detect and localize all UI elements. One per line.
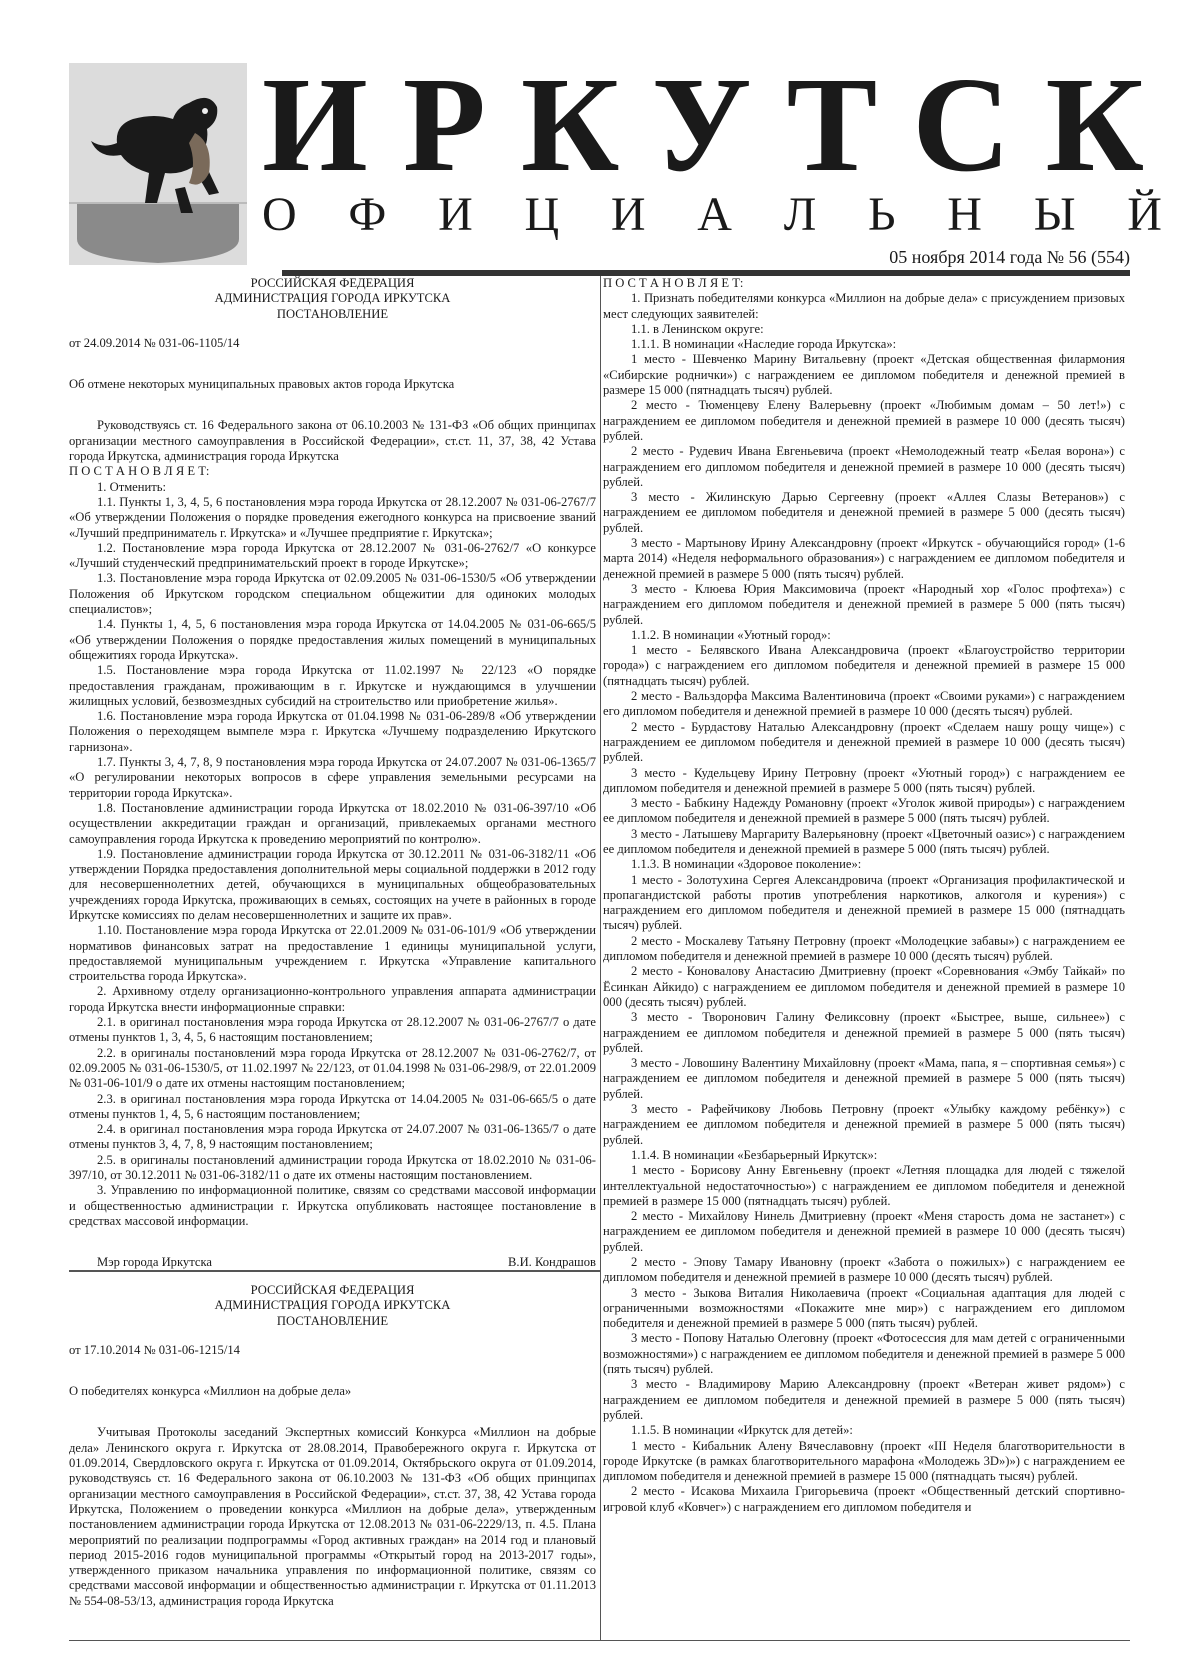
- subtitle-letter: О: [262, 188, 297, 241]
- right-paragraph: 3 место - Ловошину Валентину Михайловну (проект «Мама, папа, я – спортивная семья») с награждением ее дипломом победителя и денежной премией в размере 5 000 (пять тысяч) рублей.: [603, 1056, 1125, 1101]
- right-paragraph: 3 место - Бабкину Надежду Романовну (проект «Уголок живой природы») с награждением ее дипломом победителя и денежной премией в размере 5 000 (пять тысяч) рублей.: [603, 796, 1125, 826]
- subtitle-letter: Н: [947, 188, 982, 241]
- right-paragraph: 3 место - Латышеву Маргариту Валерьяновну (проект «Цветочный оазис») с награждением ее дипломом победителя и денежной премией в размере 5 000 (пять тысяч) рублей.: [603, 826, 1125, 856]
- doc1-paragraph: 2.4. в оригинал постановления мэра города Иркутска от 24.07.2007 № 031-06-1365/7 о дате отмены пунктов 3, 4, 7, 8, 9 настоящим постановлением;: [69, 1122, 596, 1152]
- doc1-header-line: АДМИНИСТРАЦИЯ ГОРОДА ИРКУТСКА: [214, 291, 451, 306]
- right-paragraph: 1.1.2. В номинации «Уютный город»:: [631, 627, 831, 642]
- right-paragraph: 2 место - Вальздорфа Максима Валентиновича (проект «Своими руками») с награждением его дипломом победителя и денежной премией в размере 10 000 (десять тысяч) рублей.: [603, 689, 1125, 719]
- right-paragraph: 1.1.3. В номинации «Здоровое поколение»:: [631, 857, 862, 872]
- right-column: [603, 276, 1125, 1515]
- masthead-subtitle: [262, 190, 1162, 240]
- right-paragraph: 2 место - Михайлову Нинель Дмитриевну (проект «Меня старость дома не застанет») с награждением ее дипломом победителя и денежной премией в размере 10 000 (десять тысяч) рублей.: [603, 1209, 1125, 1254]
- doc2-subject: О победителях конкурса «Миллион на добрые дела»: [69, 1384, 352, 1399]
- doc2-preamble: Учитывая Протоколы заседаний Экспертных комиссий Конкурса «Миллион на добрые дела» Ленинского округа г. Иркутска от 28.08.2014, Правобережного округа г. Иркутска от 01.09.2014, Свердловского округа г. Иркутска от 01.09.2014, Октябрьского округа от 01.09.2014, руководствуясь ст. 16 Федерального закона от 06.10.2003 № 131-ФЗ «Об общих принципах организации местного самоуправления в Российской Федерации», ст.ст. 37, 38, 42 Устава города Иркутска, Положением о проведении конкурса «Миллион на добрые дела», утвержденным постановлением администрации города Иркутска от 12.08.2013 № 031-06-2229/13, п. 4.5. Плана мероприятий по реализации подпрограммы «Город активных граждан» на 2014 год и плановый период 2015-2016 годов муниципальной программы «Открытый город на 2013-2017 годы», утвержденного приказом начальника управления по информационной политике, связям со средствами массовой информации и общественностью администрации г. Иркутска от 01.11.2013 № 554-08-53/13, администрация города Иркутска: [69, 1425, 596, 1608]
- doc1-resolves: П О С Т А Н О В Л Я Е Т:: [69, 464, 210, 479]
- doc2-header-line: ПОСТАНОВЛЕНИЕ: [276, 1313, 389, 1328]
- masthead-title: ИРКУТСК: [262, 50, 1180, 200]
- doc2-header-line: АДМИНИСТРАЦИЯ ГОРОДА ИРКУТСКА: [214, 1298, 451, 1313]
- doc1-paragraph: 3. Управлению по информационной политике, связям со средствами массовой информации и общественностью администрации г. Иркутска опубликовать настоящее постановление в средствах массовой информации.: [69, 1183, 596, 1228]
- right-paragraph: 1.1. в Ленинском округе:: [631, 321, 764, 336]
- doc1-paragraph: 1.5. Постановление мэра города Иркутска от 11.02.1997 № 22/123 «О порядке предоставления гражданам, проживающим в г. Иркутске и нуждающимся в улучшении жилищных условий, безвозмездных субсидий на строительство или приобретение жилья».: [69, 663, 596, 708]
- right-paragraph: 2 место - Москалеву Татьяну Петровну (проект «Молодецкие забавы») с награждением ее дипломом победителя и денежной премией в размере 10 000 (десять тысяч) рублей.: [603, 933, 1125, 964]
- subtitle-letter: Ы: [1033, 188, 1076, 241]
- right-body: [603, 291, 1125, 1515]
- signature-title: Мэр города Иркутска: [97, 1255, 212, 1270]
- subtitle-letter: Ф: [348, 188, 387, 241]
- doc1-body: [69, 480, 596, 1230]
- signature-name: В.И. Кондрашов: [508, 1255, 596, 1270]
- doc1-paragraph: 1. Отменить:: [97, 479, 166, 494]
- right-paragraph: 1.1.5. В номинации «Иркутск для детей»:: [631, 1423, 853, 1438]
- doc1-paragraph: 2.3. в оригинал постановления мэра города Иркутска от 14.04.2005 № 031-06-665/5 о дате отмены пунктов 1, 4, 5, 6 настоящим постановлением;: [69, 1091, 596, 1121]
- right-resolves: П О С Т А Н О В Л Я Е Т:: [603, 276, 744, 290]
- right-paragraph: 1. Признать победителями конкурса «Миллион на добрые дела» с присуждением призовых мест следующих заявителей:: [603, 291, 1125, 321]
- doc1-paragraph: 1.2. Постановление мэра города Иркутска от 28.12.2007 № 031-06-2762/7 «О конкурсе «Лучший студенческий предпринимательский проект в городе Иркутске»;: [69, 540, 596, 571]
- page-bottom-rule: [69, 1640, 1130, 1641]
- right-paragraph: 3 место - Рафейчикову Любовь Петровну (проект «Улыбку каждому ребёнку») с награждением ее дипломом победителя и денежной премией в размере 5 000 (пять тысяч) рублей.: [603, 1102, 1125, 1147]
- subtitle-letter: И: [438, 188, 473, 241]
- right-paragraph: 3 место - Зыкова Виталия Николаевича (проект «Социальная адаптация для людей с ограниченными возможностями «Покажите мне мир») с награждением его дипломом победителя и денежной премией в размере 5 000 (пять тысяч) рублей.: [603, 1285, 1125, 1331]
- right-paragraph: 3 место - Жилинскую Дарью Сергеевну (проект «Аллея Слазы Ветеранов») с награждением ее дипломом победителя и денежной премией в размере 5 000 (десять тысяч) рублей.: [603, 490, 1125, 535]
- right-paragraph: 3 место - Владимирову Марию Александровну (проект «Ветеран живет рядом») с награждением ее дипломом победителя и денежной премией в размере 5 000 (пять тысяч) рублей.: [603, 1377, 1125, 1422]
- column-divider: [600, 276, 601, 1640]
- right-paragraph: 2 место - Коноваловy Анастасию Дмитриевну (проект «Соревнования «Эмбу Тайкай» по Ёсинкан Айкидо) с награждением ее дипломом победителя и денежной премией в размере 10 000 (десять тысяч) рублей.: [603, 964, 1125, 1009]
- right-paragraph: 2 место - Тюменцеву Елену Валерьевну (проект «Любимым домам – 50 лет!») с награждением ее дипломом победителя и денежной премией в размере 10 000 (десять тысяч) рублей.: [603, 398, 1125, 443]
- right-paragraph: 1 место - Золотухина Сергея Александровича (проект «Организация профилактической и пропагандистской работы против употребления наркотиков, алкоголя и курения») с награждением его дипломом победителя и денежной премией в размере 15 000 (пятнадцать тысяч) рублей.: [603, 872, 1125, 933]
- subtitle-letter: Й: [1127, 188, 1162, 241]
- doc1-preamble: Руководствуясь ст. 16 Федерального закона от 06.10.2003 № 131-ФЗ «Об общих принципах организации местного самоуправления в Российской Федерации», ст.ст. 11, 37, 38, 42 Устава города Иркутска, администрация города Иркутска: [69, 418, 596, 464]
- doc1-paragraph: 2. Архивному отделу организационно-контрольного управления аппарата администрации города Иркутска внести информационные справки:: [69, 984, 596, 1014]
- doc1-signature: [69, 1255, 596, 1270]
- subtitle-letter: И: [610, 188, 646, 241]
- doc1-paragraph: 1.4. Пункты 1, 4, 5, 6 постановления мэра города Иркутска от 14.04.2005 № 031-06-665/5 «Об утверждении Положения о порядке предоставления жилых помещений в муниципальных общежитиях города Иркутска».: [69, 617, 596, 662]
- right-paragraph: 1 место - Борисову Анну Евгеньевну (проект «Летняя площадка для людей с тяжелой интеллектуальной недостаточностью») с награждением ее дипломом победителя и денежной премией в размере 15 000 (пятнадцать тысяч) рублей.: [603, 1163, 1125, 1208]
- right-paragraph: 2 место - Бурдастову Наталью Александровну (проект «Сделаем нашу рощу чище») с награждением ее дипломом победителя и денежной премией в размере 10 000 (десять тысяч) рублей.: [603, 719, 1125, 765]
- right-paragraph: 1 место - Белявского Ивана Александровича (проект «Благоустройство территории города») с награждением его дипломом победителя и денежной премией в размере 15 000 (пятнадцать тысяч) рублей.: [603, 643, 1125, 688]
- doc1-paragraph: 2.2. в оригиналы постановлений мэра города Иркутска от 28.12.2007 № 031-06-2762/7, от 02.09.2005 № 031-06-1530/5, от 11.02.1997 № 22/123, от 01.04.1998 № 031-06-298/9, от 22.01.2009 № 031-06-101/9 о дате их отмены настоящим постановлением;: [69, 1045, 596, 1091]
- doc1-header-line: ПОСТАНОВЛЕНИЕ: [276, 306, 389, 321]
- right-paragraph: 2 место - Эпову Тамару Ивановну (проект «Забота о пожилых») с награждением ее дипломом победителя и денежной премией в размере 10 000 (десять тысяч) рублей.: [603, 1255, 1125, 1285]
- right-paragraph: 1.1.4. В номинации «Безбарьерный Иркутск»:: [631, 1147, 878, 1162]
- left-column-doc2: [69, 1283, 596, 1609]
- doc1-paragraph: 1.10. Постановление мэра города Иркутска от 22.01.2009 № 031-06-101/9 «Об утверждении нормативов финансовых затрат на предоставление 1 единицы муниципальной услуги, предоставляемой муниципальным учреждением г. Иркутска «Управление капитального строительства города Иркутска».: [69, 923, 596, 984]
- right-paragraph: 3 место - Клюева Юрия Максимовича (проект «Народный хор «Голос профтеха») с награждением его дипломом победителя и денежной премией в размере 5 000 (пять тысяч) рублей.: [603, 581, 1125, 627]
- doc1-paragraph: 2.1. в оригинал постановления мэра города Иркутска от 28.12.2007 № 031-06-2767/7 о дате отмены пунктов 1, 3, 4, 5, 6 настоящим постановлением;: [69, 1015, 596, 1045]
- right-paragraph: 1 место - Шевченко Марину Витальевну (проект «Детская общественная филармония «Сибирские роднички») с награждением ее дипломом победителя и денежной премией в размере 15 000 (пятнадцать тысяч) рублей.: [603, 352, 1125, 398]
- city-crest: [69, 63, 247, 265]
- doc1-header-line: РОССИЙСКАЯ ФЕДЕРАЦИЯ: [250, 276, 415, 290]
- doc1-paragraph: 1.1. Пункты 1, 3, 4, 5, 6 постановления мэра города Иркутска от 28.12.2007 № 031-06-2767/7 «Об утверждении Положения о порядке проведения ежегодного конкурса на присвоение званий «Лучший предприниматель г. Иркутска» и «Лучшее предприятие г. Иркутска»;: [69, 494, 596, 540]
- sable-crest-icon: [69, 63, 247, 265]
- right-paragraph: 1.1.1. В номинации «Наследие города Иркутска»:: [631, 337, 897, 352]
- doc1-number: от 24.09.2014 № 031-06-1105/14: [69, 335, 240, 350]
- right-paragraph: 2 место - Рудевич Ивана Евгеньевича (проект «Немолодежный театр «Белая ворона») с награждением его дипломом победителя и денежной премией в размере 10 000 (десять тысяч) рублей.: [603, 444, 1125, 489]
- doc2-header-line: РОССИЙСКАЯ ФЕДЕРАЦИЯ: [250, 1283, 415, 1297]
- right-paragraph: 1 место - Кибальник Алену Вячеславовну (проект «III Неделя благотворительности в городе Иркутске (в рамках благотворительного марафона «Молодежь 3D»)») с награждением ее дипломом победителя и денежной премией в размере 15 000 (пятнадцать тысяч) рублей.: [603, 1438, 1125, 1484]
- doc1-paragraph: 1.9. Постановление администрации города Иркутска от 30.12.2011 № 031-06-3182/11 «Об утверждении Порядка предоставления дополнительной меры социальной поддержки в 2012 году для несовершеннолетних детей, обучающихся в муниципальных общеобразовательных учреждениях города Иркутска, проживающих в семьях, состоящих на учете в районных в городе Иркутске комиссиях по делам несовершеннолетних и защите их прав».: [69, 846, 596, 922]
- subtitle-letter: А: [697, 188, 732, 241]
- doc1-paragraph: 1.7. Пункты 3, 4, 7, 8, 9 постановления мэра города Иркутска от 24.07.2007 № 031-06-1365/7 «О регулировании некоторых вопросов в сфере управления земельными ресурсами на территории города Иркутска».: [69, 755, 596, 800]
- right-paragraph: 3 место - Мартынову Ирину Александровну (проект «Иркутск - обучающийся город» (1-6 марта 2014) «Неделя неформального образования») с награждением ее дипломом победителя и денежной премией в размере 5 000 (пять тысяч) рублей.: [603, 536, 1125, 581]
- doc1-paragraph: 2.5. в оригиналы постановлений администрации города Иркутска от 18.02.2010 № 031-06-397/10, от 30.12.2011 № 031-06-3182/11 о дате их отмены настоящим постановлением.: [69, 1152, 596, 1183]
- doc1-paragraph: 1.8. Постановление администрации города Иркутска от 18.02.2010 № 031-06-397/10 «Об осуществлении аккредитации граждан и организаций, привлекаемых органами местного самоуправления города Иркутска к проведению мероприятий по контролю».: [69, 800, 596, 846]
- doc1-subject: Об отмене некоторых муниципальных правовых актов города Иркутска: [69, 377, 455, 392]
- issue-date: 05 ноября 2014 года № 56 (554): [889, 247, 1130, 267]
- subtitle-letter: Л: [783, 188, 817, 241]
- doc1-paragraph: 1.3. Постановление мэра города Иркутска от 02.09.2005 № 031-06-1530/5 «Об утверждении Положения об Иркутском городском специальном общежитии для одиноких молодых специалистов»;: [69, 571, 596, 617]
- subtitle-letter: Ь: [867, 188, 896, 241]
- right-paragraph: 3 место - Творонович Галину Феликсовну (проект «Быстрее, выше, сильнее») с награждением ее дипломом победителя и денежной премией в размере 5 000 (пять тысяч) рублей.: [603, 1010, 1125, 1055]
- doc2-number: от 17.10.2014 № 031-06-1215/14: [69, 1342, 240, 1357]
- right-paragraph: 3 место - Попову Наталью Олеговну (проект «Фотосессия для мам детей с ограниченными возможностями») с награждением ее дипломом победителя и денежной премией в размере 5 000 (пять тысяч) рублей.: [603, 1331, 1125, 1377]
- left-column: [69, 276, 596, 1271]
- right-paragraph: 2 место - Исакова Михаила Григорьевича (проект «Общественный детский спортивно-игровой клуб «Ковчег») с награждением его дипломом победителя и: [603, 1484, 1125, 1514]
- doc1-paragraph: 1.6. Постановление мэра города Иркутска от 01.04.1998 № 031-06-289/8 «Об утверждении Положения о переходящем вымпеле мэра г. Иркутска «Лучшему подразделению Иркутского гарнизона».: [69, 709, 596, 754]
- article-separator: [69, 1270, 600, 1272]
- right-paragraph: 3 место - Кудельцеву Ирину Петровну (проект «Уютный город») с награждением ее дипломом победителя и денежной премией в размере 5 000 (пять тысяч) рублей.: [603, 765, 1125, 795]
- issue-dateline: [282, 248, 1130, 276]
- subtitle-letter: Ц: [524, 188, 560, 241]
